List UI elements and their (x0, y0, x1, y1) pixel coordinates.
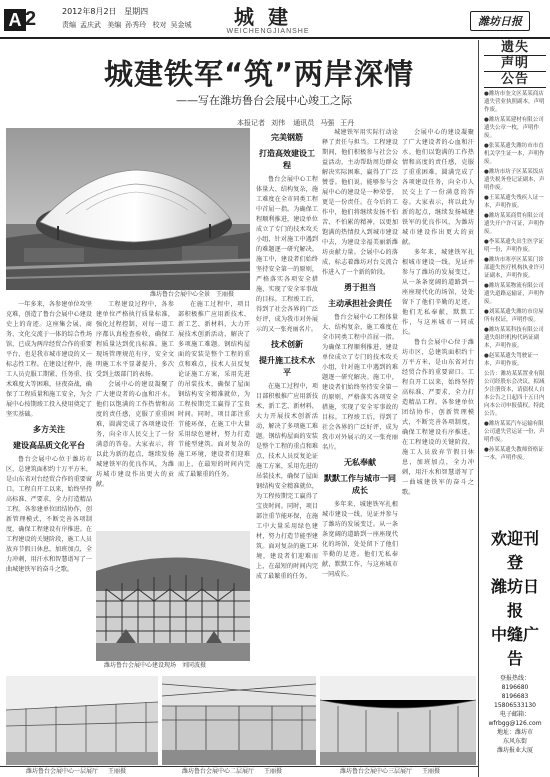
contact-line: 8196683 (501, 693, 529, 700)
byline-name: 刘伟 (271, 119, 285, 127)
subhead: 多方关注 (33, 425, 65, 434)
footer-caption-2 (182, 768, 282, 776)
photo-credit: 王丽摄 (216, 291, 235, 298)
section-title: 城建 (234, 5, 302, 29)
sidebar-ad-banner (484, 527, 546, 671)
notice-item: ●潍坊某某汽车运输有限公司遗失营运证一份，声明作废。 (484, 421, 545, 443)
subhead: 建设高品质文化平台 (13, 441, 85, 450)
footer-divider (0, 766, 478, 767)
caption-text: 潍坊鲁台会展中心全景 (150, 291, 211, 298)
byline-label: 通讯员 (293, 119, 315, 127)
staff-label: 责编 (62, 21, 76, 29)
article-paragraph: 城建铁军用实际行动诠释了责任与担当。工程建设期间，他们积极参与社会公益活动，主动帮助周边群众解决实际困难，赢得了广泛赞誉。他们说，能够参与会展中心的建设是一种荣誉，更是一份责任。在今后的工作中，他们将继续发扬不怕苦、不怕累的精神，以更加饱满的热情投入到城市建设中去，为建设幸福美丽新潍坊贡献力量。会展中心的落成，标志着潍坊对台交流合作进入了一个新的阶段。 (322, 129, 398, 276)
sidebar-contact (484, 674, 546, 755)
mid-photo (96, 531, 250, 661)
ad-line: 中缝广告 (490, 625, 539, 668)
mid-photo-caption (104, 662, 206, 670)
subhead: 技术创新 (271, 340, 303, 349)
staff-label: 校对 (152, 21, 167, 29)
article-paragraph: 工程建设过程中，各参建单位严格执行质量标准，强化过程控制，对每一道工序都认真检查验收，确保工程质量达到优良标准。施工现场管理规范有序，安全文明施工水平显著提升，多次受到上级部门的表扬。 (96, 301, 174, 378)
byline-name: 马强 (320, 119, 335, 127)
sidebar-title (484, 40, 546, 88)
bottom-photo-3 (320, 676, 476, 765)
article-column-6 (402, 128, 474, 676)
sidebar-title-line: 遗失 (484, 40, 546, 56)
subhead: 无私奉献 (344, 458, 376, 467)
article-column-4 (256, 128, 318, 676)
byline-label: 本报记者 (237, 119, 265, 127)
notice-item: 公告：潍坊某某置业有限公司经股东会决议，拟减少注册资本，请债权人自本公告之日起四十五日内向本公司申报债权。特此公告。 (484, 371, 545, 417)
staff-label: 美编 (107, 21, 122, 29)
staff-name: 孙秀玲 (125, 21, 147, 29)
newspaper-logo: 潍坊日报 (470, 11, 530, 31)
sidebar-title-line: 声明 (484, 56, 546, 72)
notice-item: ●潍坊某某物流有限公司遗失道路运输证，声明作废。 (484, 283, 545, 305)
notice-item: ●赵某某遗失驾驶证一本，声明作废。 (484, 353, 539, 367)
subhead: 提升施工技术水平 (259, 356, 315, 377)
article-paragraph: 会展中心的建设凝聚了广大建设者的心血和汗水。他们以饱满的工作热情和高度的责任感，克服了重重困难，圆满完成了各项建设任务，向全市人民交上了一份满意的答卷。大家表示，将以此为新的起点，继续发扬城建铁军的优良作风，为潍坊城市建设作出更大的贡献。 (402, 129, 474, 246)
article-paragraph: 鲁台会展中心工程体量大、结构复杂，施工难度在全市同类工程中首屈一指。为确保工程顺利推进，建设单位成立了专门的技术攻关小组，针对施工中遇到的难题逐一研究解决。施工中，建设者们始终坚持安全第一的原则，严格落实各项安全措施，实现了安全零事故的目标。工程竣工后，得到了社会各界的广泛好评，成为我市对外展示的又一张亮丽名片。 (322, 314, 398, 451)
notice-item: ●潍坊某某科技有限公司遗失组织机构代码证副本，声明作废。 (484, 327, 544, 349)
sidebar-divider (478, 40, 479, 777)
notice-item: ●潍坊某某商贸有限公司遗失开户许可证，声明作废。 (484, 213, 545, 235)
contact-line: 电子邮箱： (499, 711, 530, 718)
footer-caption-3 (340, 768, 440, 776)
article-column-3 (178, 300, 250, 532)
article-paragraph: 在施工过程中，项目部积极推广应用新技术、新工艺、新材料，大力开展技术创新活动，解决了多项施工难题。钢结构屋面的安装是整个工程的重点和难点，技术人员反复论证施工方案，采用先进的吊装技术，确保了屋面钢结构安全精准就位，为工程按期完工赢得了宝贵时间。同时，项目部注重节能环保，在施工中大量采用绿色建材，努力打造节能型建筑。面对复杂的施工环境，建设者们迎难而上，在最短的时间内完成了最繁重的任务。 (256, 383, 318, 580)
article-paragraph: 鲁台会展中心工程体量大、结构复杂，施工难度在全市同类工程中首屈一指。为确保工程顺利推进，建设单位成立了专门的技术攻关小组，针对施工中遇到的难题逐一研究解决。施工中，建设者们始终坚持安全第一的原则，严格落实各项安全措施，实现了安全零事故的目标。工程竣工后，得到了社会各界的广泛好评，成为我市对外展示的又一张亮丽名片。 (256, 176, 318, 333)
article-column-2 (96, 300, 174, 532)
staff-name: 孟庆武 (80, 21, 101, 29)
article-paragraph: 一年多来，各参建单位攻坚克难，创造了鲁台会展中心建设史上的奇迹。这座集会展、商务、文化交流于一体的综合性场馆，已成为两岸经贸合作的重要平台，也是我市城市建设的又一标志性工程。在建设过程中，施工人员克服工期紧、任务重、技术难度大等困难，昼夜奋战，确保了工程质量和施工安全，为会展中心按期竣工投入使用奠定了坚实基础。 (6, 301, 92, 418)
bottom-photo-1 (6, 676, 158, 765)
photo-credit: 王丽摄 (422, 768, 441, 775)
byline (237, 118, 360, 128)
weekday: 星期四 (124, 7, 149, 16)
contact-line: 潍坊报业大厦 (496, 747, 533, 754)
bottom-photo-2 (162, 676, 316, 765)
staff-line (62, 21, 195, 30)
ad-line: 欢迎刊登 (490, 529, 539, 572)
article-paragraph: 多年来，城建铁军扎根城市建设一线，见证并参与了潍坊的发展变迁。从一条条宽阔的道路到一座座现代化的场馆，处处留下了他们辛勤的足迹。他们无私奉献，默默工作，与这座城市一同成长。 (322, 501, 398, 578)
contact-line: 东风东街 (502, 738, 527, 745)
headline: 城建铁军“筑”两岸深情 (103, 57, 415, 91)
article-paragraph: 在施工过程中，项目部积极推广应用新技术、新工艺、新材料，大力开展技术创新活动，解决了多项施工难题。钢结构屋面的安装是整个工程的重点和难点，技术人员反复论证施工方案，采用先进的吊装技术，确保了屋面钢结构安全精准就位，为工程按期完工赢得了宝贵时间。同时，项目部注重节能环保，在施工中大量采用绿色建材，努力打造节能型建筑。面对复杂的施工环境，建设者们迎难而上，在最短的时间内完成了最繁重的任务。 (178, 301, 250, 478)
photo-credit: 王丽摄 (264, 768, 283, 775)
header-divider (0, 37, 550, 39)
section-subtitle: WEICHENGJIANSHE (226, 28, 310, 35)
ad-line: 潍坊日报 (490, 577, 539, 620)
contact-line: 8196680 (501, 684, 529, 691)
subhead: 完美钢筋 (271, 133, 303, 142)
caption-text: 潍坊鲁台会展中心三层展厅 (340, 768, 413, 775)
notice-item: ●李某某遗失出生医学证明一份，声明作废。 (484, 239, 544, 253)
notice-item: ●刘某某遗失潍坊市房屋所有权证，声明作废。 (484, 309, 544, 323)
top-photo (6, 128, 250, 290)
article-paragraph: 鲁台会展中心位于潍坊市区，总建筑面积约十万平方米，是山东省对台经贸合作的重要窗口。工程自开工以来，始终坚持高标准、严要求，全力打造精品工程。各参建单位团结协作，创新管理模式，不断完善各项制度，确保工程建设有序推进。在工程建设的关键阶段，施工人员放弃节假日休息，加班加点，全力冲刺，用汗水和智慧谱写了一曲城建铁军的奋斗之歌。 (402, 339, 474, 496)
top-photo-caption (150, 291, 234, 299)
notice-item: ●潍坊市奎文区某某商店遗失营业执照副本，声明作废。 (484, 91, 545, 113)
subhead: 勇于担当 (344, 283, 376, 292)
photo-credit: 刘同波摄 (182, 662, 207, 669)
byline-name: 王丹 (340, 119, 355, 127)
notice-item: ●张某某遗失潍坊市市直机关学生证一本，声明作废。 (484, 143, 545, 165)
article-column-1 (6, 300, 92, 672)
notice-item: ●潍坊某某建材有限公司遗失公章一枚，声明作废。 (484, 117, 544, 139)
contact-line: 地址：潍坊市 (496, 729, 533, 736)
notice-item: ●王某某遗失残疾人证一本，声明作废。 (484, 195, 544, 209)
staff-name: 吴金城 (170, 21, 192, 29)
sidebar-notices (484, 90, 546, 524)
subhead: 主动承担社会责任 (328, 299, 392, 308)
notice-item: ●孙某某遗失教师资格证一本，声明作废。 (484, 447, 544, 461)
contact-line: wfrbgg@126.com (488, 720, 542, 727)
sidebar-title-line: 公告 (484, 72, 546, 88)
subheadline: ——写在潍坊鲁台会展中心竣工之际 (176, 94, 352, 107)
subhead: 默默工作与城市一同成长 (324, 474, 396, 495)
article-paragraph: 多年来，城建铁军扎根城市建设一线，见证并参与了潍坊的发展变迁。从一条条宽阔的道路到一座座现代化的场馆，处处留下了他们辛勤的足迹。他们无私奉献，默默工作，与这座城市一同成长。 (402, 249, 474, 336)
footer-caption-1 (26, 768, 126, 776)
page-header (0, 0, 550, 38)
page-letter: A (4, 9, 26, 31)
subhead: 打造高效建设工程 (259, 149, 315, 170)
notice-item: ●潍坊市寒亭区某某门诊部遗失医疗机构执业许可证副本，声明作废。 (484, 257, 545, 279)
date: 2012年8月2日 (62, 7, 117, 16)
article-paragraph: 鲁台会展中心位于潍坊市区，总建筑面积约十万平方米，是山东省对台经贸合作的重要窗口。工程自开工以来，始终坚持高标准、严要求，全力打造精品工程。各参建单位团结协作，创新管理模式，不断完善各项制度，确保工程建设有序推进。在工程建设的关键阶段，施工人员放弃节假日休息，加班加点，全力冲刺，用汗水和智慧谱写了一曲城建铁军的奋斗之歌。 (6, 456, 92, 573)
date-line (62, 7, 153, 17)
contact-line: 15806533130 (494, 702, 536, 709)
caption-text: 潍坊鲁台会展中心一层展厅 (26, 768, 99, 775)
caption-text: 潍坊鲁台会展中心建设现场 (104, 662, 177, 669)
article-paragraph: 会展中心的建设凝聚了广大建设者的心血和汗水。他们以饱满的工作热情和高度的责任感，克服了重重困难，圆满完成了各项建设任务，向全市人民交上了一份满意的答卷。大家表示，将以此为新的起点，继续发扬城建铁军的优良作风，为潍坊城市建设作出更大的贡献。 (96, 381, 174, 488)
notice-item: ●潍坊市坊子区某某饭店遗失税务登记证副本，声明作废。 (484, 169, 545, 191)
caption-text: 潍坊鲁台会展中心二层展厅 (182, 768, 255, 775)
page-number: 2 (25, 8, 37, 30)
contact-line: 登报热线： (499, 675, 530, 682)
photo-credit: 王丽摄 (108, 768, 127, 775)
article-column-5 (322, 128, 398, 676)
